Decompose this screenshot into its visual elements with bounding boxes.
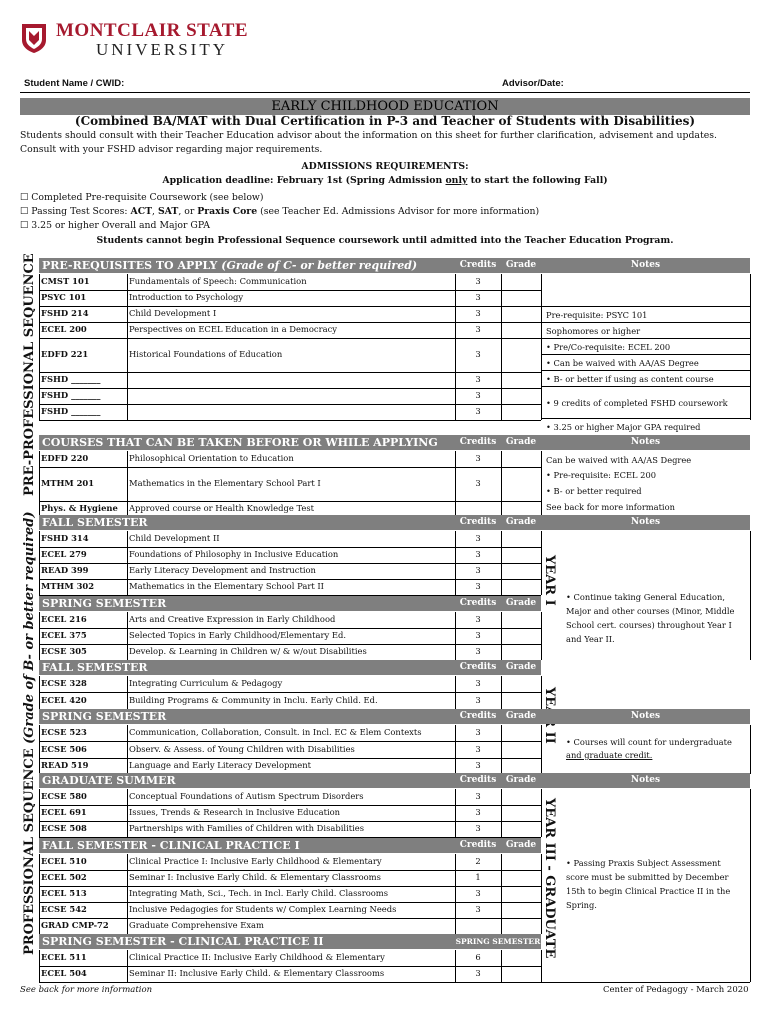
header-rule [20, 92, 750, 93]
course-title: Seminar I: Inclusive Early Child. & Elementary Classrooms [129, 872, 381, 882]
column-divider [127, 676, 128, 709]
grade-cell[interactable] [502, 405, 541, 420]
course-code: ECSE 542 [41, 904, 87, 914]
course-title: Issues, Trends & Research in Inclusive Education [129, 807, 341, 817]
grade-header: Grade [505, 260, 537, 270]
course-credits: 3 [475, 565, 481, 575]
grade-header: Grade [505, 598, 537, 608]
y2-spring-header: SPRING SEMESTER [39, 709, 541, 724]
column-divider [541, 950, 542, 982]
note-divider [541, 338, 750, 339]
column-divider [39, 725, 40, 774]
grad-fall-header: FALL SEMESTER - CLINICAL PRACTICE I [39, 838, 541, 853]
course-code: ECSE 508 [41, 823, 87, 833]
column-divider [455, 676, 456, 709]
course-row [39, 692, 541, 709]
column-divider [455, 789, 456, 837]
course-code: ECEL 511 [41, 952, 87, 962]
course-row [39, 372, 541, 388]
course-code: READ 519 [41, 760, 89, 770]
course-title: Clinical Practice I: Inclusive Early Childhood & Elementary [129, 856, 382, 866]
logo-text-line1: MONTCLAIR STATE [56, 20, 249, 41]
note-divider [541, 322, 750, 323]
column-divider [39, 950, 40, 982]
y1-spring-header: SPRING SEMESTER [39, 596, 541, 611]
course-row [39, 805, 541, 821]
note-waived-aa: Can be waived with AA/AS Degree [546, 455, 692, 465]
grade-cell[interactable] [502, 291, 541, 306]
note-divider [541, 418, 750, 419]
course-row [39, 547, 541, 563]
grade-cell[interactable] [502, 742, 541, 758]
course-code: ECEL 691 [41, 807, 87, 817]
column-divider [501, 854, 502, 934]
application-deadline: Application deadline: February 1st (Spring Admission only to start the following Fall) [162, 175, 608, 186]
column-divider [455, 854, 456, 934]
course-credits: 3 [475, 349, 481, 359]
course-row [39, 451, 541, 467]
column-divider [127, 789, 128, 837]
course-code: PSYC 101 [41, 292, 87, 302]
row-divider [39, 420, 541, 421]
course-row [39, 338, 541, 372]
column-divider [455, 531, 456, 595]
column-divider [541, 612, 542, 660]
course-row [39, 274, 541, 290]
table-edge [750, 789, 751, 982]
notes-header: Notes [541, 435, 750, 450]
course-row [39, 950, 541, 966]
course-code: FSHD _______ [41, 406, 101, 416]
course-credits: 3 [475, 888, 481, 898]
credits-header: Credits [459, 517, 497, 527]
course-row [39, 902, 541, 918]
column-divider [501, 451, 502, 517]
course-code: MTHM 201 [41, 478, 95, 488]
grade-header: Grade [505, 775, 537, 785]
course-code: ECEL 510 [41, 856, 87, 866]
course-code: FSHD 214 [41, 308, 89, 318]
course-title: Mathematics in the Elementary School Part I [129, 478, 321, 488]
checkbox-icon[interactable]: ☐ [20, 206, 32, 217]
grade-cell[interactable] [502, 967, 541, 982]
course-credits: 3 [475, 904, 481, 914]
checkbox-icon[interactable]: ☐ [20, 220, 32, 231]
professional-sequence-label: PROFESSIONAL SEQUENCE (Grade of B- or better required) [22, 511, 37, 955]
grade-header: Grade [505, 437, 537, 447]
column-divider [455, 725, 456, 774]
course-title: Early Literacy Development and Instruction [129, 565, 316, 575]
course-code: ECEL 375 [41, 630, 87, 640]
column-divider [455, 274, 456, 420]
grad-note-line: 15th to begin Clinical Practice II in the [566, 886, 731, 896]
grad-spring-header: SPRING SEMESTER - CLINICAL PRACTICE II [39, 934, 541, 949]
credits-header: Credits [459, 775, 497, 785]
course-row [39, 467, 541, 501]
column-divider [501, 676, 502, 709]
grade-cell[interactable] [502, 452, 541, 467]
course-title: Fundamentals of Speech: Communication [129, 276, 307, 286]
grade-cell[interactable] [502, 323, 541, 338]
grade-cell[interactable] [502, 822, 541, 837]
page-title: EARLY CHILDHOOD EDUCATION [20, 98, 750, 115]
grade-cell[interactable] [502, 564, 541, 579]
grade-cell[interactable] [502, 307, 541, 322]
column-divider [455, 612, 456, 660]
column-divider [501, 612, 502, 660]
logo-text-line2: UNIVERSITY [96, 40, 228, 59]
course-row [39, 676, 541, 692]
course-row [39, 741, 541, 758]
course-title: Seminar II: Inclusive Early Child. & Elementary Classrooms [129, 968, 385, 978]
check-test-scores: ☐ Passing Test Scores: ACT, SAT, or Praxis Core (see Teacher Ed. Admissions Advisor for more information) [20, 206, 540, 217]
course-credits: 3 [475, 630, 481, 640]
note-fshd-credits: • 9 credits of completed FSHD coursework [546, 398, 728, 408]
course-row [39, 612, 541, 628]
column-divider [541, 789, 542, 837]
note-pre-co-requisite: • Pre/Co-requisite: ECEL 200 [546, 342, 671, 352]
grade-cell[interactable] [502, 693, 541, 709]
y1-note-line: • Continue taking General Education, [566, 592, 725, 602]
course-row [39, 644, 541, 660]
grade-cell[interactable] [502, 790, 541, 805]
course-code: FSHD _______ [41, 374, 101, 384]
course-title: Child Development I [129, 308, 217, 318]
course-code: ECSE 580 [41, 791, 87, 801]
course-row [39, 854, 541, 870]
note-see-back: See back for more information [546, 502, 675, 512]
column-divider [39, 789, 40, 837]
y1-note-line: Major and other courses (Minor, Middle [566, 606, 735, 616]
course-title: Historical Foundations of Education [129, 349, 283, 359]
grade-cell[interactable] [502, 389, 541, 404]
course-code: EDFD 221 [41, 349, 89, 359]
footer-right: Center of Pedagogy - March 2020 [603, 985, 749, 995]
grad-note-line: • Passing Praxis Subject Assessment [566, 858, 721, 868]
credits-header: Credits [459, 598, 497, 608]
admissions-heading: ADMISSIONS REQUIREMENTS: [301, 161, 469, 172]
intro-line-2: Consult with your FSHD advisor regarding major requirements. [20, 144, 323, 155]
course-credits: 3 [475, 390, 481, 400]
course-title: Child Development II [129, 533, 220, 543]
y1-note-line: School cert. courses) throughout Year I [566, 620, 732, 630]
credits-header: Credits [459, 711, 497, 721]
note-divider [541, 386, 750, 387]
page-subtitle: (Combined BA/MAT with Dual Certification in P-3 and Teacher of Students with Disabilities) [74, 114, 696, 128]
course-credits: 3 [475, 678, 481, 688]
checkbox-icon[interactable]: ☐ [20, 192, 32, 203]
column-divider [127, 612, 128, 660]
note-prereq-psyc: Pre-requisite: PSYC 101 [546, 310, 648, 320]
course-credits: 3 [475, 453, 481, 463]
course-title: Integrating Math, Sci., Tech. in Incl. Early Child. Classrooms [129, 888, 389, 898]
course-title: Approved course or Health Knowledge Test [129, 503, 315, 513]
course-title: Develop. & Learning in Children w/ & w/out Disabilities [129, 646, 367, 656]
column-divider [541, 531, 542, 595]
course-title: Observ. & Assess. of Young Children with Disabilities [129, 744, 355, 754]
column-divider [127, 725, 128, 774]
course-credits: 3 [475, 646, 481, 656]
column-divider [541, 451, 542, 517]
course-code: MTHM 302 [41, 581, 95, 591]
course-row [39, 322, 541, 338]
course-code: ECEL 279 [41, 549, 87, 559]
course-title: Foundations of Philosophy in Inclusive Education [129, 549, 339, 559]
column-divider [39, 274, 40, 420]
grade-cell[interactable] [502, 677, 541, 692]
course-title: Language and Early Literacy Development [129, 760, 312, 770]
course-row [39, 563, 541, 579]
course-code: Phys. & Hygiene [41, 503, 118, 513]
course-code: ECEL 200 [41, 324, 87, 334]
y2-note-line: and graduate credit. [566, 750, 653, 760]
column-divider [39, 612, 40, 660]
notes-header: Notes [541, 258, 750, 273]
before-applying-section-header: COURSES THAT CAN BE TAKEN BEFORE OR WHILE APPLYING [39, 435, 541, 450]
grade-cell[interactable] [502, 806, 541, 821]
column-divider [541, 676, 542, 709]
pre-professional-label: PRE-PROFESSIONAL SEQUENCE [22, 253, 37, 496]
course-code: ECSE 328 [41, 678, 87, 688]
course-code: READ 399 [41, 565, 89, 575]
course-code: ECEL 420 [41, 695, 87, 705]
grade-cell[interactable] [502, 548, 541, 563]
course-row [39, 966, 541, 982]
course-credits: 3 [475, 374, 481, 384]
column-divider [541, 854, 542, 934]
course-credits: 3 [475, 614, 481, 624]
grad-note-line: Spring. [566, 900, 597, 910]
course-row [39, 725, 541, 741]
course-credits: 1 [475, 872, 481, 882]
grade-cell[interactable] [502, 468, 541, 501]
column-divider [127, 274, 128, 420]
admission-warning: Students cannot begin Professional Sequence coursework until admitted into the Teacher Education Program. [96, 235, 674, 246]
grade-cell[interactable] [502, 919, 541, 934]
course-code: FSHD 314 [41, 533, 89, 543]
note-divider [541, 306, 750, 307]
course-code: CMST 101 [41, 276, 90, 286]
course-title: Introduction to Psychology [129, 292, 244, 302]
grade-cell[interactable] [502, 613, 541, 628]
column-divider [501, 531, 502, 595]
year-1-label: YEAR I [542, 555, 557, 606]
note-sophomores: Sophomores or higher [546, 326, 641, 336]
course-row [39, 886, 541, 902]
course-credits: 6 [475, 952, 481, 962]
grad-note-line: score must be submitted by December [566, 872, 729, 882]
course-credits: 3 [475, 276, 481, 286]
course-title: Inclusive Pedagogies for Students w/ Complex Learning Needs [129, 904, 397, 914]
course-title: Conceptual Foundations of Autism Spectrum Disorders [129, 791, 364, 801]
column-divider [127, 950, 128, 982]
grade-cell[interactable] [502, 726, 541, 741]
course-credits: 3 [475, 324, 481, 334]
course-title: Graduate Comprehensive Exam [129, 920, 264, 930]
grade-header: Grade [505, 840, 537, 850]
course-row [39, 306, 541, 322]
notes-header: Notes [541, 773, 750, 788]
grade-cell[interactable] [502, 855, 541, 870]
course-row [39, 628, 541, 644]
course-credits: 3 [475, 791, 481, 801]
course-title: Philosophical Orientation to Education [129, 453, 294, 463]
shield-logo-icon [20, 22, 48, 54]
notes-header: Notes [541, 515, 750, 530]
course-credits: 2 [475, 856, 481, 866]
column-divider [455, 451, 456, 517]
column-divider [541, 274, 542, 420]
grade-cell[interactable] [502, 373, 541, 388]
course-credits: 3 [475, 695, 481, 705]
course-title: Partnerships with Families of Children with Disabilities [129, 823, 365, 833]
course-title: Arts and Creative Expression in Early Childhood [129, 614, 336, 624]
course-row [39, 918, 541, 934]
footer-left: See back for more information [20, 985, 153, 995]
column-divider [501, 274, 502, 420]
course-code: FSHD _______ [41, 390, 101, 400]
course-credits: 3 [475, 478, 481, 488]
column-divider [127, 451, 128, 517]
prereq-section-header: PRE-REQUISITES TO APPLY (Grade of C- or better required) [39, 258, 541, 273]
course-row [39, 870, 541, 886]
grade-header: Grade [505, 711, 537, 721]
course-code: ECEL 504 [41, 968, 87, 978]
note-gpa: • 3.25 or higher Major GPA required [546, 422, 701, 432]
course-title: Perspectives on ECEL Education in a Democracy [129, 324, 338, 334]
note-b-minus-required: • B- or better required [546, 486, 642, 496]
grade-cell[interactable] [502, 629, 541, 644]
note-waived: • Can be waived with AA/AS Degree [546, 358, 699, 368]
credits-header: Credits [459, 840, 497, 850]
grade-cell[interactable] [502, 339, 541, 372]
y2-fall-header: FALL SEMESTER [39, 660, 541, 675]
course-credits: 3 [475, 744, 481, 754]
column-divider [501, 950, 502, 982]
grade-header: Grade [505, 517, 537, 527]
course-credits: 3 [475, 581, 481, 591]
course-code: ECEL 502 [41, 872, 87, 882]
course-credits: 3 [475, 406, 481, 416]
note-b-minus: • B- or better if using as content course [546, 374, 714, 384]
course-credits: 3 [475, 308, 481, 318]
course-row [39, 789, 541, 805]
course-row [39, 579, 541, 595]
course-credits: 3 [475, 533, 481, 543]
course-code: ECSE 523 [41, 727, 87, 737]
y2-note-line: • Courses will count for undergraduate [566, 737, 732, 747]
credits-header: Credits [459, 662, 497, 672]
notes-header: Notes [541, 709, 750, 724]
grade-cell[interactable] [502, 903, 541, 918]
column-divider [501, 725, 502, 774]
course-title: Integrating Curriculum & Pedagogy [129, 678, 283, 688]
table-bottom [39, 982, 750, 983]
grade-cell[interactable] [502, 951, 541, 966]
course-row [39, 388, 541, 404]
note-divider [541, 354, 750, 355]
course-row [39, 821, 541, 837]
column-divider [455, 950, 456, 982]
course-credits: 3 [475, 968, 481, 978]
note-prereq-ecel: • Pre-requisite: ECEL 200 [546, 470, 657, 480]
course-code: ECSE 305 [41, 646, 87, 656]
column-divider [39, 676, 40, 709]
course-credits: 3 [475, 760, 481, 770]
course-title: Clinical Practice II: Inclusive Early Childhood & Elementary [129, 952, 385, 962]
check-gpa: ☐ 3.25 or higher Overall and Major GPA [20, 220, 210, 231]
course-row [39, 404, 541, 420]
course-row [39, 758, 541, 774]
course-title: Selected Topics in Early Childhood/Elementary Ed. [129, 630, 347, 640]
column-divider [127, 854, 128, 934]
grade-cell[interactable] [502, 759, 541, 774]
note-divider [541, 370, 750, 371]
year-3-label: YEAR III - GRADUATE [542, 798, 557, 959]
grade-cell[interactable] [502, 580, 541, 595]
student-name-label: Student Name / CWID: [24, 78, 125, 89]
credits-header: Credits [459, 437, 497, 447]
column-divider [501, 789, 502, 837]
table-edge [750, 531, 751, 660]
course-title: Mathematics in the Elementary School Part II [129, 581, 324, 591]
course-code: ECEL 513 [41, 888, 87, 898]
column-divider [39, 854, 40, 934]
table-edge [750, 274, 751, 420]
grade-cell[interactable] [502, 532, 541, 547]
y1-note-line: and Year II. [566, 634, 615, 644]
table-edge [750, 725, 751, 774]
course-credits: 3 [475, 292, 481, 302]
grad-summer-header: GRADUATE SUMMER [39, 773, 541, 788]
university-logo [20, 20, 249, 60]
column-divider [541, 725, 542, 774]
grade-cell[interactable] [502, 871, 541, 886]
intro-line-1: Students should consult with their Teacher Education advisor about the information on this sheet for further clarification, advisement and updates. [20, 130, 717, 141]
course-row [39, 290, 541, 306]
course-row [39, 531, 541, 547]
course-code: EDFD 220 [41, 453, 89, 463]
course-credits: 3 [475, 807, 481, 817]
spring-semester-header: SPRING SEMESTER [455, 937, 541, 946]
course-credits: 3 [475, 823, 481, 833]
grade-cell[interactable] [502, 275, 541, 290]
grade-header: Grade [505, 662, 537, 672]
column-divider [39, 531, 40, 595]
course-title: Communication, Collaboration, Consult. in Incl. EC & Elem Contexts [129, 727, 422, 737]
course-title: Building Programs & Community in Inclu. Early Child. Ed. [129, 695, 378, 705]
grade-cell[interactable] [502, 645, 541, 660]
course-credits: 3 [475, 549, 481, 559]
column-divider [127, 531, 128, 595]
course-code: ECEL 216 [41, 614, 87, 624]
advisor-date-label: Advisor/Date: [502, 78, 564, 89]
check-prereq: ☐ Completed Pre-requisite Coursework (see below) [20, 192, 264, 203]
column-divider [39, 451, 40, 517]
course-code: ECSE 506 [41, 744, 87, 754]
course-code: GRAD CMP-72 [41, 920, 109, 930]
credits-header: Credits [459, 260, 497, 270]
y1-fall-header: FALL SEMESTER [39, 515, 541, 530]
course-credits: 3 [475, 727, 481, 737]
grade-cell[interactable] [502, 887, 541, 902]
